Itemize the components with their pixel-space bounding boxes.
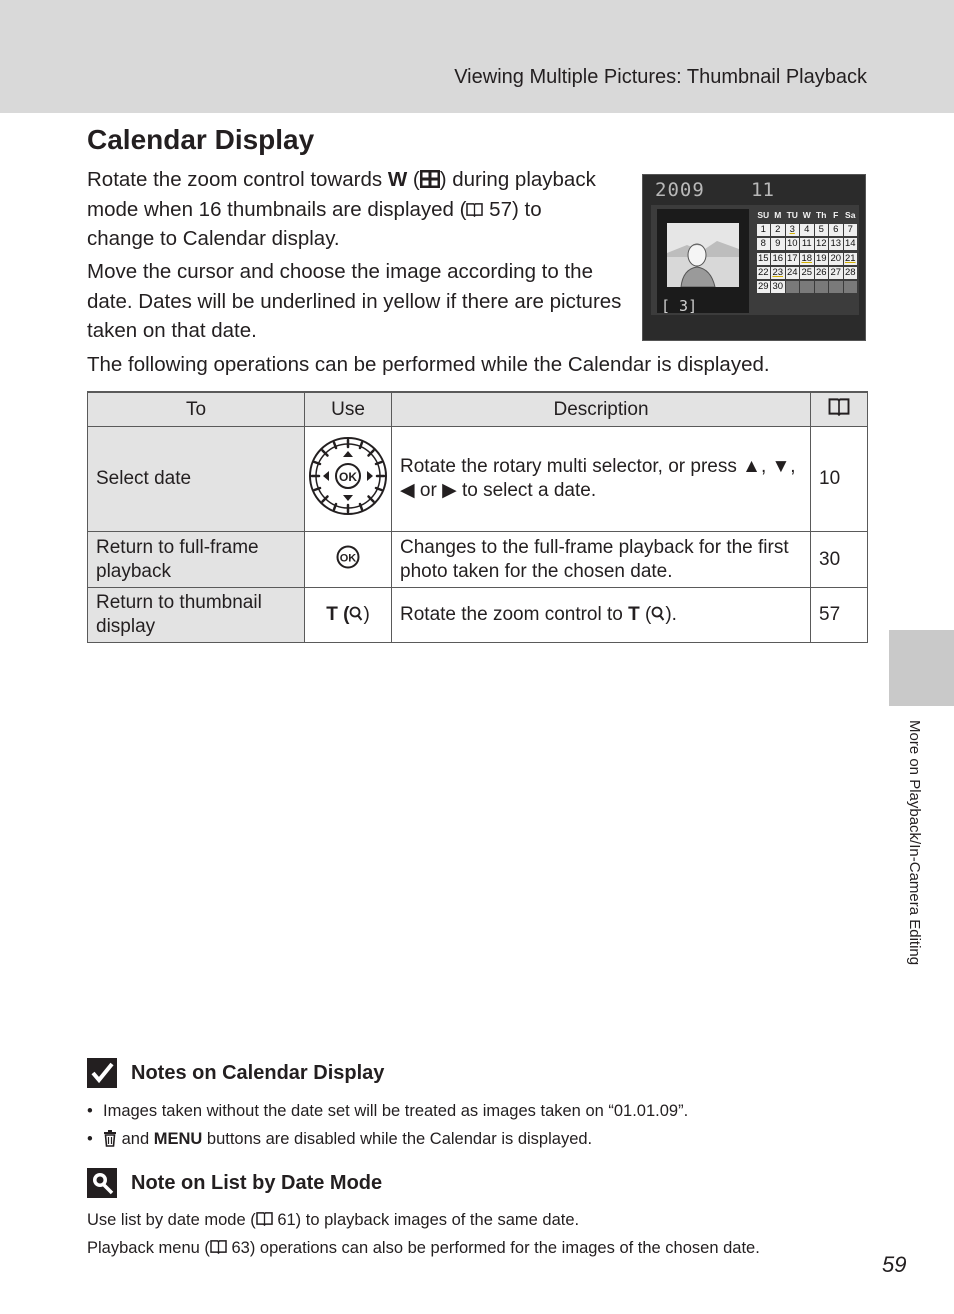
preview-photo-icon: [667, 223, 739, 287]
calendar-week-row: [756, 223, 858, 237]
calendar-weekday: SU: [757, 210, 770, 220]
book-reference-icon: [256, 1211, 273, 1226]
calendar-day[interactable]: 18: [801, 252, 813, 264]
row-to: Return to thumbnail display: [88, 588, 305, 643]
calendar-day[interactable]: 25: [801, 266, 813, 278]
calendar-day[interactable]: 21: [844, 252, 856, 264]
magnifier-note-icon: [87, 1168, 117, 1198]
note-text: Playback menu (: [87, 1239, 210, 1257]
calendar-day[interactable]: 19: [815, 252, 827, 264]
list-note-paragraph-1: [87, 1208, 579, 1232]
rotary-multi-selector-icon: [308, 436, 388, 516]
calendar-empty-day[interactable]: [844, 281, 858, 293]
book-reference-icon: [210, 1239, 227, 1254]
note-text: 63) operations can also be performed for the images of the chosen date.: [226, 1239, 760, 1257]
and-text: and: [121, 1130, 150, 1148]
calendar-week-row: [756, 280, 858, 294]
header-band: [0, 0, 954, 113]
calendar-day[interactable]: 8: [757, 238, 771, 250]
magnify-icon: [349, 606, 363, 622]
calendar-weekday: W: [802, 210, 811, 220]
row-description: [392, 588, 811, 643]
calendar-empty-day[interactable]: [815, 281, 829, 293]
calendar-year: 2009: [655, 179, 705, 201]
row-use: [305, 532, 392, 588]
svg-text:OK: OK: [339, 470, 357, 484]
calendar-week-row: [756, 237, 858, 251]
calendar-day[interactable]: 1: [757, 224, 771, 236]
header-use: Use: [305, 392, 392, 427]
desc-text: ).: [665, 604, 677, 625]
calendar-day[interactable]: 13: [830, 238, 842, 250]
calendar-day[interactable]: 17: [786, 252, 798, 264]
calendar-day[interactable]: 22: [757, 266, 769, 278]
image-counter: [ 3]: [661, 297, 698, 315]
calendar-day[interactable]: 2: [771, 224, 785, 236]
note-text: buttons are disabled while the Calendar is displayed.: [206, 1130, 593, 1148]
calendar-weekday: TU: [786, 210, 798, 220]
calendar-weekday: Sa: [845, 210, 856, 220]
row-use: [305, 427, 392, 532]
notes-calendar-heading: [87, 1058, 384, 1088]
calendar-panel: [651, 205, 859, 315]
intro-text: (: [407, 168, 420, 191]
calendar-day[interactable]: 24: [786, 266, 798, 278]
calendar-day[interactable]: 29: [757, 280, 769, 292]
page-number: 59: [882, 1252, 907, 1277]
intro-paragraph-1: [87, 165, 607, 254]
calendar-day[interactable]: 14: [844, 238, 856, 250]
calendar-day[interactable]: 23: [772, 266, 784, 278]
table-row: [88, 427, 868, 532]
intro-text: ) during playback mode when 16 thumbnails are displayed (: [87, 168, 596, 221]
calendar-grid: [756, 209, 858, 294]
calendar-weekday: Th: [816, 210, 827, 220]
table-header-row: [88, 392, 868, 427]
zoom-t-glyph: T: [628, 604, 640, 625]
magnify-icon: [651, 606, 665, 622]
operations-table: [87, 391, 868, 643]
list-item: [87, 1127, 847, 1155]
calendar-week-row: [756, 252, 858, 266]
intro-paragraph-3: The following operations can be performed while the Calendar is displayed.: [87, 353, 770, 376]
calendar-day[interactable]: 10: [786, 238, 798, 250]
calendar-week-row: [756, 266, 858, 280]
table-row: [88, 532, 868, 588]
note-text: 61) to playback images of the same date.: [272, 1211, 580, 1229]
thumbnail-grid-icon: [420, 170, 440, 188]
calendar-day[interactable]: 26: [815, 266, 827, 278]
list-item: • Images taken without the date set will be treated as images taken on “01.01.09”.: [87, 1099, 847, 1127]
calendar-day[interactable]: 11: [801, 238, 812, 250]
calendar-empty-day[interactable]: [829, 281, 843, 293]
svg-text:OK: OK: [339, 552, 357, 564]
notes-list-title: Note on List by Date Mode: [131, 1171, 383, 1194]
table-row: [88, 588, 868, 643]
notes-calendar-list: [87, 1099, 847, 1155]
calendar-day[interactable]: 5: [815, 224, 829, 236]
calendar-day[interactable]: 15: [757, 252, 769, 264]
calendar-empty-day[interactable]: [786, 281, 800, 293]
calendar-empty-day[interactable]: [800, 281, 814, 293]
calendar-month: 11: [751, 179, 774, 201]
zoom-t-label: T (: [326, 604, 350, 625]
calendar-day[interactable]: 12: [815, 238, 827, 250]
zoom-w-glyph: W: [387, 168, 408, 191]
chapter-label: More on Playback/In-Camera Editing: [906, 720, 923, 966]
row-use: [305, 588, 392, 643]
intro-paragraph-2: Move the cursor and choose the image according to the date. Dates will be underlined in yellow if there are pictures taken on that date.: [87, 260, 622, 342]
calendar-day[interactable]: 28: [844, 266, 856, 278]
book-reference-icon: [828, 397, 850, 416]
desc-text: (: [639, 604, 652, 625]
calendar-day[interactable]: 30: [772, 280, 784, 292]
row-page: 57: [811, 588, 868, 643]
calendar-weekday-row: [756, 209, 858, 223]
chapter-tab: [889, 630, 954, 706]
header-to: To: [88, 392, 305, 427]
row-to: Select date: [88, 427, 305, 532]
calendar-preview-frame: [657, 209, 749, 313]
zoom-t-label-end: ): [363, 604, 370, 625]
ok-button-icon: [336, 545, 360, 569]
header-page: [811, 392, 868, 427]
book-reference-icon: [466, 202, 483, 217]
notes-list-heading: [87, 1168, 382, 1198]
calendar-day[interactable]: 3: [786, 224, 800, 236]
calendar-screenshot: [642, 174, 866, 341]
calendar-weekday: M: [774, 210, 782, 220]
header-description: Description: [392, 392, 811, 427]
checkmark-note-icon: [87, 1058, 117, 1088]
intro-text: 57) to change to Calendar display.: [87, 197, 542, 250]
list-note-paragraph-2: [87, 1236, 760, 1260]
section-title: Calendar Display: [87, 124, 315, 155]
notes-calendar-title: Notes on Calendar Display: [131, 1061, 385, 1084]
row-page: 10: [811, 427, 868, 532]
menu-button-label: MENU: [153, 1130, 203, 1148]
calendar-day[interactable]: 20: [830, 252, 842, 264]
row-description: Rotate the rotary multi selector, or press ▲, ▼, ◀ or ▶ to select a date.: [392, 427, 811, 532]
intro-text: Rotate the zoom control towards: [87, 168, 388, 191]
row-description: Changes to the full-frame playback for the first photo taken for the chosen date.: [392, 532, 811, 588]
note-text: Use list by date mode (: [87, 1211, 256, 1229]
calendar-day[interactable]: 4: [800, 224, 814, 236]
calendar-weekday: F: [833, 210, 839, 220]
row-page: 30: [811, 532, 868, 588]
calendar-day[interactable]: 27: [830, 266, 842, 278]
calendar-day[interactable]: 16: [772, 252, 784, 264]
calendar-day[interactable]: 9: [771, 238, 785, 250]
calendar-day[interactable]: 6: [829, 224, 843, 236]
running-title: Viewing Multiple Pictures: Thumbnail Playback: [454, 66, 867, 88]
desc-text: Rotate the zoom control to: [400, 604, 629, 625]
calendar-day[interactable]: 7: [844, 224, 858, 236]
row-to: Return to full-frame playback: [88, 532, 305, 588]
trash-icon: [103, 1130, 117, 1147]
